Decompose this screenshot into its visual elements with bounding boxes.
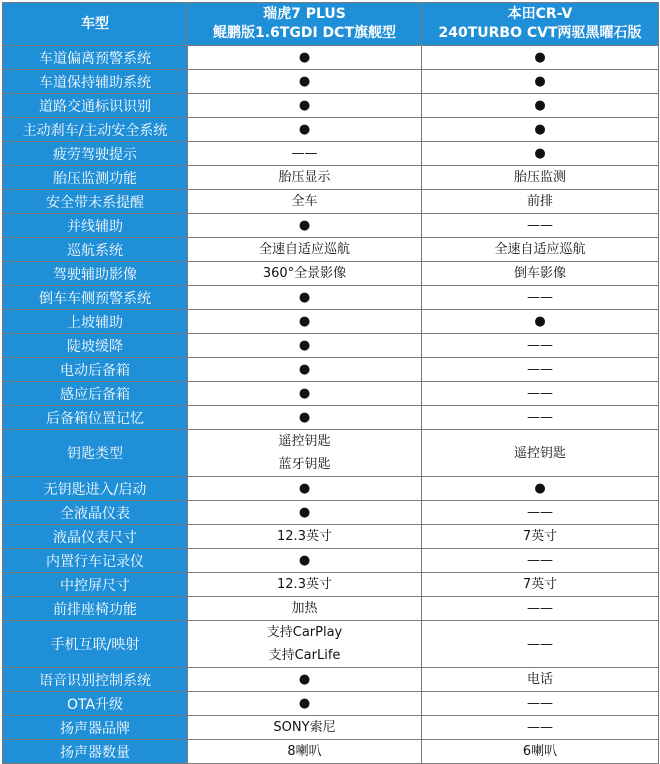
dash-indicator: —— [527, 410, 553, 425]
feature-label: 前排座椅功能 [3, 597, 188, 621]
table-row [3, 118, 659, 142]
car2-value-cell [422, 190, 659, 214]
filled-dot-icon: ● [298, 672, 311, 687]
feature-label: 巡航系统 [3, 238, 188, 262]
car2-value-cell [422, 477, 659, 501]
car2-value-cell [422, 621, 659, 668]
filled-dot-icon: ● [298, 122, 311, 137]
car2-value-cell [422, 286, 659, 310]
car1-value-cell [188, 716, 422, 740]
car2-value-cell [422, 573, 659, 597]
table-row [3, 166, 659, 190]
feature-label: 道路交通标识识别 [3, 94, 188, 118]
car1-value: SONY索尼 [273, 720, 336, 735]
feature-label: 安全带未系提醒 [3, 190, 188, 214]
table-row [3, 430, 659, 477]
feature-label: 疲劳驾驶提示 [3, 142, 188, 166]
table-row [3, 214, 659, 238]
car1-value-cell [188, 549, 422, 573]
filled-dot-icon: ● [298, 410, 311, 425]
car2-value-cell [422, 310, 659, 334]
dash-indicator: —— [527, 553, 553, 568]
car2-value-cell [422, 118, 659, 142]
car1-value: 12.3英寸 [277, 529, 332, 544]
feature-label: 陡坡缓降 [3, 334, 188, 358]
filled-dot-icon: ● [298, 50, 311, 65]
car2-value-cell [422, 70, 659, 94]
feature-label: 手机互联/映射 [3, 621, 188, 668]
feature-label: 倒车车侧预警系统 [3, 286, 188, 310]
table-row [3, 262, 659, 286]
filled-dot-icon: ● [534, 50, 546, 65]
dash-indicator: —— [527, 696, 553, 711]
dash-indicator: —— [527, 338, 553, 353]
car2-value: 全速自适应巡航 [494, 242, 586, 257]
feature-label: 后备箱位置记忆 [3, 406, 188, 430]
car2-value-cell [422, 214, 659, 238]
dash-indicator: —— [527, 636, 553, 652]
table-row [3, 94, 659, 118]
car2-name: 本田CR-V [507, 6, 573, 22]
car2-value-cell [422, 430, 659, 477]
car1-value: 全速自适应巡航 [258, 242, 350, 257]
car1-value-cell [188, 501, 422, 525]
filled-dot-icon: ● [298, 98, 311, 113]
car1-value-cell [188, 621, 422, 668]
table-row [3, 621, 659, 668]
filled-dot-icon: ● [298, 481, 311, 496]
car1-value-cell [188, 94, 422, 118]
car1-value-cell [188, 286, 422, 310]
feature-label: 车道保持辅助系统 [3, 70, 188, 94]
filled-dot-icon: ● [298, 218, 311, 233]
car2-value-cell [422, 94, 659, 118]
car1-value-cell [188, 382, 422, 406]
feature-label: 全液晶仪表 [3, 501, 188, 525]
dash-indicator: —— [527, 386, 553, 401]
car2-value: 倒车影像 [513, 266, 566, 281]
dash-indicator: —— [291, 146, 318, 161]
car2-trim: 240TURBO CVT两驱黑曜石版 [438, 25, 642, 41]
feature-label: 内置行车记录仪 [3, 549, 188, 573]
filled-dot-icon: ● [298, 338, 311, 353]
feature-label: 中控屏尺寸 [3, 573, 188, 597]
car2-value-cell [422, 740, 659, 764]
car1-value-cell [188, 142, 422, 166]
car1-value-cell [188, 238, 422, 262]
table-row [3, 190, 659, 214]
filled-dot-icon: ● [298, 696, 311, 711]
feature-label: 扬声器数量 [3, 740, 188, 764]
car1-value: 360°全景影像 [262, 266, 347, 281]
comparison-table [2, 2, 659, 764]
car2-value-cell [422, 692, 659, 716]
table-row [3, 597, 659, 621]
car2-value-cell [422, 406, 659, 430]
car2-value-cell [422, 525, 659, 549]
feature-label: 胎压监测功能 [3, 166, 188, 190]
feature-label: 感应后备箱 [3, 382, 188, 406]
car1-value: 12.3英寸 [277, 577, 332, 592]
car1-value-cell [188, 597, 422, 621]
feature-label: 液晶仪表尺寸 [3, 525, 188, 549]
car2-value: 6喇叭 [522, 744, 558, 759]
filled-dot-icon: ● [298, 386, 311, 401]
feature-label: 无钥匙进入/启动 [3, 477, 188, 501]
car2-value-cell [422, 46, 659, 70]
car2-value: 7英寸 [522, 577, 558, 592]
car2-value-cell [422, 166, 659, 190]
car2-value: 电话 [526, 672, 553, 687]
filled-dot-icon: ● [298, 314, 311, 329]
filled-dot-icon: ● [534, 122, 546, 137]
feature-label: 并线辅助 [3, 214, 188, 238]
car1-value-cell [188, 262, 422, 286]
feature-label: 驾驶辅助影像 [3, 262, 188, 286]
car2-value-cell [422, 262, 659, 286]
car2-value-cell [422, 142, 659, 166]
filled-dot-icon: ● [534, 146, 546, 161]
car2-value-cell [422, 238, 659, 262]
dash-indicator: —— [527, 720, 553, 735]
filled-dot-icon: ● [298, 553, 311, 568]
car2-value: 胎压监测 [513, 170, 566, 185]
car1-value: 蓝牙钥匙 [278, 457, 331, 472]
car1-value: 8喇叭 [287, 744, 322, 759]
car2-value-cell [422, 334, 659, 358]
car1-value: 全车 [291, 194, 318, 209]
feature-label: 语音识别控制系统 [3, 668, 188, 692]
table-row [3, 358, 659, 382]
car1-value: 支持CarLife [268, 648, 341, 663]
car1-value-cell [188, 214, 422, 238]
table-row [3, 70, 659, 94]
car1-value-cell [188, 668, 422, 692]
header-car2 [422, 3, 659, 46]
header-row [3, 3, 659, 46]
table-row [3, 716, 659, 740]
car2-value-cell [422, 501, 659, 525]
car1-value-cell [188, 190, 422, 214]
car1-value: 加热 [291, 601, 318, 616]
filled-dot-icon: ● [298, 362, 311, 377]
car2-value-cell [422, 597, 659, 621]
dash-indicator: —— [527, 362, 553, 377]
table-row [3, 525, 659, 549]
dash-indicator: —— [527, 601, 553, 616]
car2-value-cell [422, 716, 659, 740]
car1-value: 胎压显示 [278, 170, 331, 185]
car2-value: 7英寸 [522, 529, 558, 544]
header-car1 [188, 3, 422, 46]
car1-trim: 鲲鹏版1.6TGDI DCT旗舰型 [213, 25, 396, 41]
table-row [3, 310, 659, 334]
dash-indicator: —— [527, 218, 553, 233]
car1-value-cell [188, 334, 422, 358]
car1-value-cell [188, 310, 422, 334]
car1-value: 支持CarPlay [266, 625, 343, 640]
table-row [3, 142, 659, 166]
feature-label: OTA升级 [3, 692, 188, 716]
car1-value-cell [188, 406, 422, 430]
filled-dot-icon: ● [298, 290, 311, 305]
filled-dot-icon: ● [534, 98, 546, 113]
feature-label: 钥匙类型 [3, 430, 188, 477]
car2-value-cell [422, 382, 659, 406]
car2-value-cell [422, 549, 659, 573]
feature-label: 上坡辅助 [3, 310, 188, 334]
filled-dot-icon: ● [298, 505, 311, 520]
car2-value: 前排 [526, 194, 553, 209]
table-row [3, 238, 659, 262]
car1-value-cell [188, 573, 422, 597]
filled-dot-icon: ● [534, 481, 546, 496]
feature-label: 主动刹车/主动安全系统 [3, 118, 188, 142]
table-row [3, 334, 659, 358]
header-model-label: 车型 [3, 3, 188, 46]
table-row [3, 286, 659, 310]
car1-value-cell [188, 166, 422, 190]
feature-label: 车道偏离预警系统 [3, 46, 188, 70]
table-row [3, 549, 659, 573]
car2-value: 遥控钥匙 [513, 445, 566, 461]
car2-value-cell [422, 668, 659, 692]
car1-value-cell [188, 740, 422, 764]
dash-indicator: —— [527, 290, 553, 305]
car1-value-cell [188, 525, 422, 549]
feature-label: 电动后备箱 [3, 358, 188, 382]
car1-value: 遥控钥匙 [278, 434, 331, 449]
table-row [3, 46, 659, 70]
car1-value-cell [188, 477, 422, 501]
table-row [3, 501, 659, 525]
car1-value-cell [188, 430, 422, 477]
feature-label: 扬声器品牌 [3, 716, 188, 740]
table-row [3, 382, 659, 406]
table-row [3, 477, 659, 501]
car1-value-cell [188, 358, 422, 382]
table-row [3, 573, 659, 597]
car1-value-cell [188, 70, 422, 94]
filled-dot-icon: ● [298, 74, 311, 89]
car2-value-cell [422, 358, 659, 382]
table-row [3, 692, 659, 716]
table-row [3, 740, 659, 764]
table-row [3, 406, 659, 430]
table-row [3, 668, 659, 692]
car1-name: 瑞虎7 PLUS [263, 6, 346, 22]
filled-dot-icon: ● [534, 74, 546, 89]
filled-dot-icon: ● [534, 314, 546, 329]
dash-indicator: —— [527, 505, 553, 520]
car1-value-cell [188, 46, 422, 70]
car1-value-cell [188, 692, 422, 716]
car1-value-cell [188, 118, 422, 142]
